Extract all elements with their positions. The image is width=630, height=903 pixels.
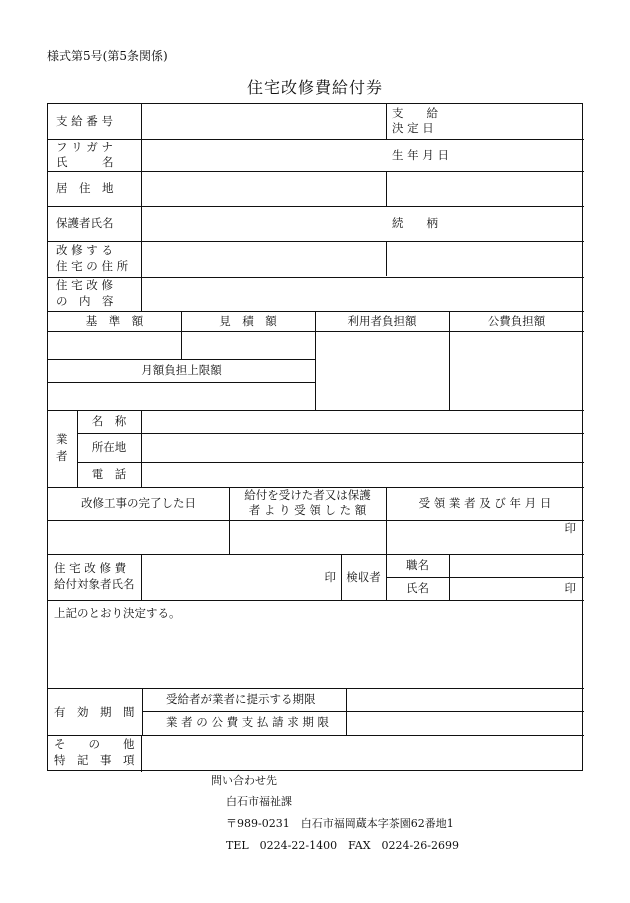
form-number: 様式第5号(第5条関係)	[47, 49, 168, 63]
furigana-label: フ リ ガ ナ	[56, 140, 113, 154]
contact-dept: 白石市福祉課	[226, 795, 292, 808]
recipient-seal: 印	[324, 570, 336, 584]
contact-address: 〒989-0231 白石市福岡蔵本字茶園62番地1	[226, 817, 454, 830]
page-title: 住宅改修費給付券	[246, 78, 383, 97]
received-amount-header-2: 者 よ り 受 領 し た 額	[248, 503, 367, 517]
received-amount-header-1: 給付を受けた者又は保護	[244, 488, 371, 502]
contractor-label-2: 者	[56, 449, 68, 463]
name-label: 氏 名	[56, 155, 114, 169]
decision-date-label-1: 支 給	[392, 106, 438, 120]
standard-amount-header: 基 準 額	[85, 314, 144, 328]
repair-address-label-2: 住 宅 の 住 所	[56, 259, 129, 273]
decision-text: 上記のとおり決定する。	[54, 606, 181, 620]
contractor-phone-label: 電 話	[91, 467, 127, 481]
inspector-title-label: 職名	[406, 558, 429, 572]
contractor-name-label: 名 称	[91, 414, 127, 428]
claim-deadline-label: 業 者 の 公 費 支 払 請 求 期 限	[166, 715, 330, 729]
inspector-name-label: 氏名	[406, 581, 429, 595]
voucher-form	[47, 103, 583, 771]
birthdate-label: 生 年 月 日	[392, 148, 449, 162]
payment-number-label: 支 給 番 号	[56, 114, 113, 128]
repair-content-label-2: の 内 容	[56, 294, 114, 308]
completed-date-header: 改修工事の完了した日	[81, 496, 196, 510]
present-deadline-label: 受給者が業者に提示する期限	[166, 692, 316, 706]
contractor-location-label: 所在地	[91, 440, 127, 454]
contact-heading: 問い合わせ先	[211, 774, 277, 787]
recipient-label-1: 住 宅 改 修 費	[54, 561, 127, 575]
inspector-seal: 印	[564, 581, 576, 595]
receipt-date-header: 受 領 業 者 及 び 年 月 日	[418, 496, 552, 510]
repair-content-label-1: 住 宅 改 修	[56, 278, 113, 292]
residence-label: 居 住 地	[56, 181, 114, 195]
validity-label: 有 効 期 間	[54, 705, 135, 719]
estimate-amount-header: 見 積 額	[219, 314, 277, 328]
repair-address-label-1: 改 修 す る	[56, 243, 113, 257]
contractor-label-1: 業	[56, 432, 68, 446]
relationship-label: 続 柄	[392, 216, 438, 230]
contact-tel: TEL 0224-22-1400 FAX 0224-26-2699	[226, 839, 459, 852]
notes-label-1: そ の 他	[54, 737, 135, 751]
public-burden-header: 公費負担額	[487, 314, 546, 328]
decision-date-label-2: 決 定 日	[392, 121, 434, 135]
recipient-label-2: 給付対象者氏名	[54, 577, 135, 591]
inspector-label: 検収者	[346, 570, 381, 584]
guardian-name-label: 保護者氏名	[56, 216, 114, 230]
monthly-cap-header: 月額負担上限額	[141, 363, 222, 377]
user-burden-header: 利用者負担額	[347, 314, 417, 328]
receipt-seal: 印	[564, 521, 576, 535]
notes-label-2: 特 記 事 項	[54, 753, 135, 767]
